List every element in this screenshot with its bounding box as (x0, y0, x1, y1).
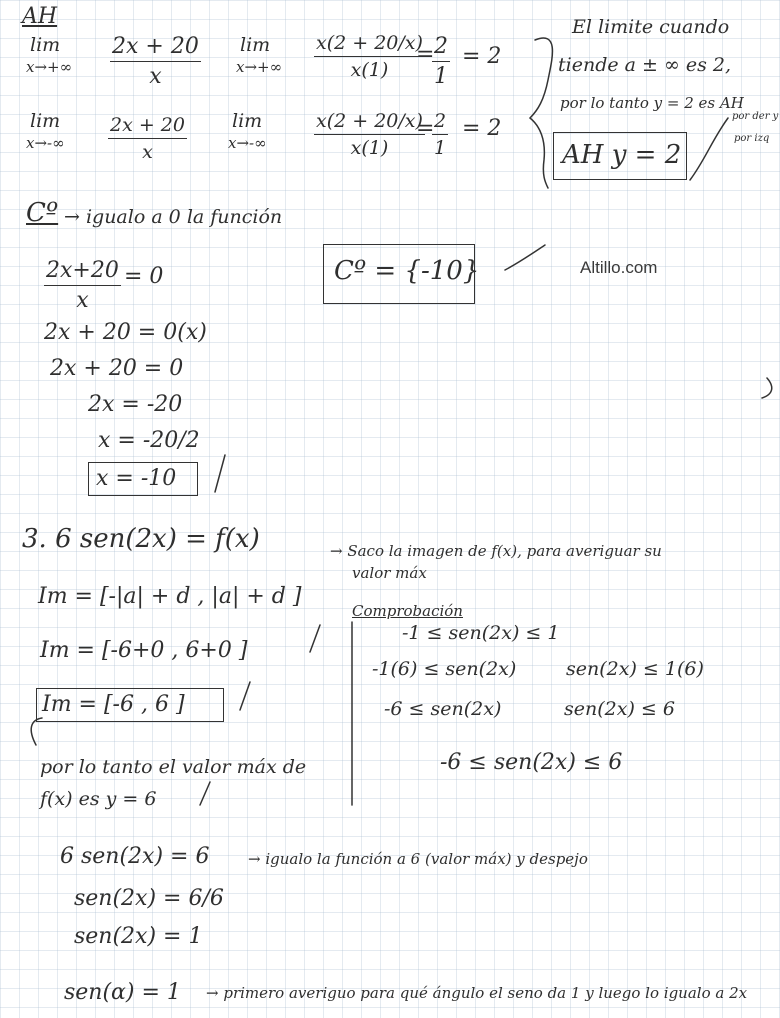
fraction-1c (432, 34, 450, 89)
check-line-4: -6 ≤ sen(2x) (384, 698, 502, 720)
result-1: = 2 (462, 44, 502, 69)
check-line-6: -6 ≤ sen(2x) ≤ 6 (440, 750, 623, 775)
exercise-3-note-2: valor máx (352, 564, 427, 582)
image-step-1: Im = [-|a| + d , |a| + d ] (38, 584, 302, 609)
result-2: = 2 (462, 116, 502, 141)
fraction-numerator: 2x+20 (44, 258, 121, 286)
check-line-3: sen(2x) ≤ 1(6) (566, 658, 704, 680)
fraction-numerator: 2x + 20 (108, 114, 187, 139)
fraction-denominator: x (149, 64, 162, 89)
limit-label-2: lim (30, 110, 61, 132)
limit-label-2b: lim (232, 110, 263, 132)
exercise-3-note-1: → Saco la imagen de f(x), para averiguar su (330, 542, 662, 560)
fraction-numerator: 2x + 20 (110, 34, 201, 62)
ceros-result-text: Cº = {-10} (334, 256, 480, 286)
ah-note-line-2: tiende a ± ∞ es 2, (558, 54, 731, 76)
image-step-3: Im = [-6 , 6 ] (42, 692, 185, 717)
check-line-5: sen(2x) ≤ 6 (564, 698, 675, 720)
result-connector-stroke (505, 245, 545, 270)
fraction-numerator: x(2 + 20/x) (314, 110, 425, 135)
equation-4: sen(α) = 1 (64, 980, 181, 1005)
image-step-2: Im = [-6+0 , 6+0 ] (40, 638, 248, 663)
ceros-heading-note: → igualo a 0 la función (64, 206, 283, 228)
check-tick-stroke (310, 625, 320, 652)
fraction-denominator: 1 (434, 137, 447, 159)
ceros-step-2: 2x + 20 = 0 (50, 356, 184, 381)
limit-sub-2b: x→-∞ (228, 134, 267, 152)
ah-note-line-3: por lo tanto y = 2 es AH (560, 94, 744, 112)
limit-sub-2: x→-∞ (26, 134, 65, 152)
fraction-denominator: x (76, 288, 89, 313)
ceros-x-result: x = -10 (96, 466, 177, 491)
note-connector-stroke (690, 118, 728, 180)
arrow-curve-stroke (31, 718, 42, 745)
equation-1: 6 sen(2x) = 6 (60, 844, 210, 869)
conclusion-line-1: por lo tanto el valor máx de (40, 756, 307, 778)
equation-3: sen(2x) = 1 (74, 924, 203, 949)
ceros-fraction-rhs: = 0 (124, 264, 164, 289)
fraction-2b (314, 110, 425, 159)
equals-sign: = (416, 116, 435, 141)
page-edge-mark (762, 378, 772, 398)
ah-note-line-1: El limite cuando (572, 16, 730, 38)
brace-stroke (530, 38, 552, 188)
ceros-step-4: x = -20/2 (98, 428, 200, 453)
fraction-numerator: 2 (432, 34, 450, 62)
limit-label-1b: lim (240, 34, 271, 56)
equation-4-note: → primero averiguo para qué ángulo el seno da 1 y luego lo igualo a 2x (206, 984, 748, 1002)
ceros-heading: Cº (26, 198, 59, 228)
fraction-denominator: x(1) (350, 59, 389, 81)
ceros-step-3: 2x = -20 (88, 392, 183, 417)
ah-heading: AH (22, 4, 58, 29)
limit-sub-1b: x→+∞ (236, 58, 283, 76)
fraction-1 (110, 34, 201, 89)
fraction-2 (108, 114, 187, 163)
exercise-3-heading: 3. 6 sen(2x) = f(x) (22, 524, 260, 554)
fraction-denominator: 1 (434, 64, 448, 89)
check-title: Comprobación (352, 602, 463, 620)
watermark-text: Altillo.com (580, 258, 658, 277)
equation-1-note: → igualo la función a 6 (valor máx) y despejo (248, 850, 588, 868)
conclusion-line-2: f(x) es y = 6 (40, 788, 157, 810)
fraction-denominator: x(1) (350, 137, 389, 159)
ceros-fraction (44, 258, 121, 313)
equation-2: sen(2x) = 6/6 (74, 886, 224, 911)
ah-result-text: AH y = 2 (562, 140, 682, 170)
fraction-1b (314, 32, 425, 81)
limit-label-1: lim (30, 34, 61, 56)
ah-side-note-1: por der y (732, 111, 779, 122)
equals-sign: = (416, 42, 435, 67)
fraction-2c (432, 110, 448, 159)
fraction-numerator: 2 (432, 110, 448, 135)
fraction-denominator: x (142, 141, 153, 163)
limit-sub-1: x→+∞ (26, 58, 73, 76)
fraction-numerator: x(2 + 20/x) (314, 32, 425, 57)
check-tick-stroke (240, 682, 250, 710)
check-line-2: -1(6) ≤ sen(2x) (372, 658, 517, 680)
check-tick-stroke (215, 455, 225, 492)
ah-side-note-2: por izq (734, 133, 770, 144)
check-line-1: -1 ≤ sen(2x) ≤ 1 (402, 622, 560, 644)
check-tick-stroke (200, 782, 210, 805)
ceros-step-1: 2x + 20 = 0(x) (44, 320, 207, 345)
